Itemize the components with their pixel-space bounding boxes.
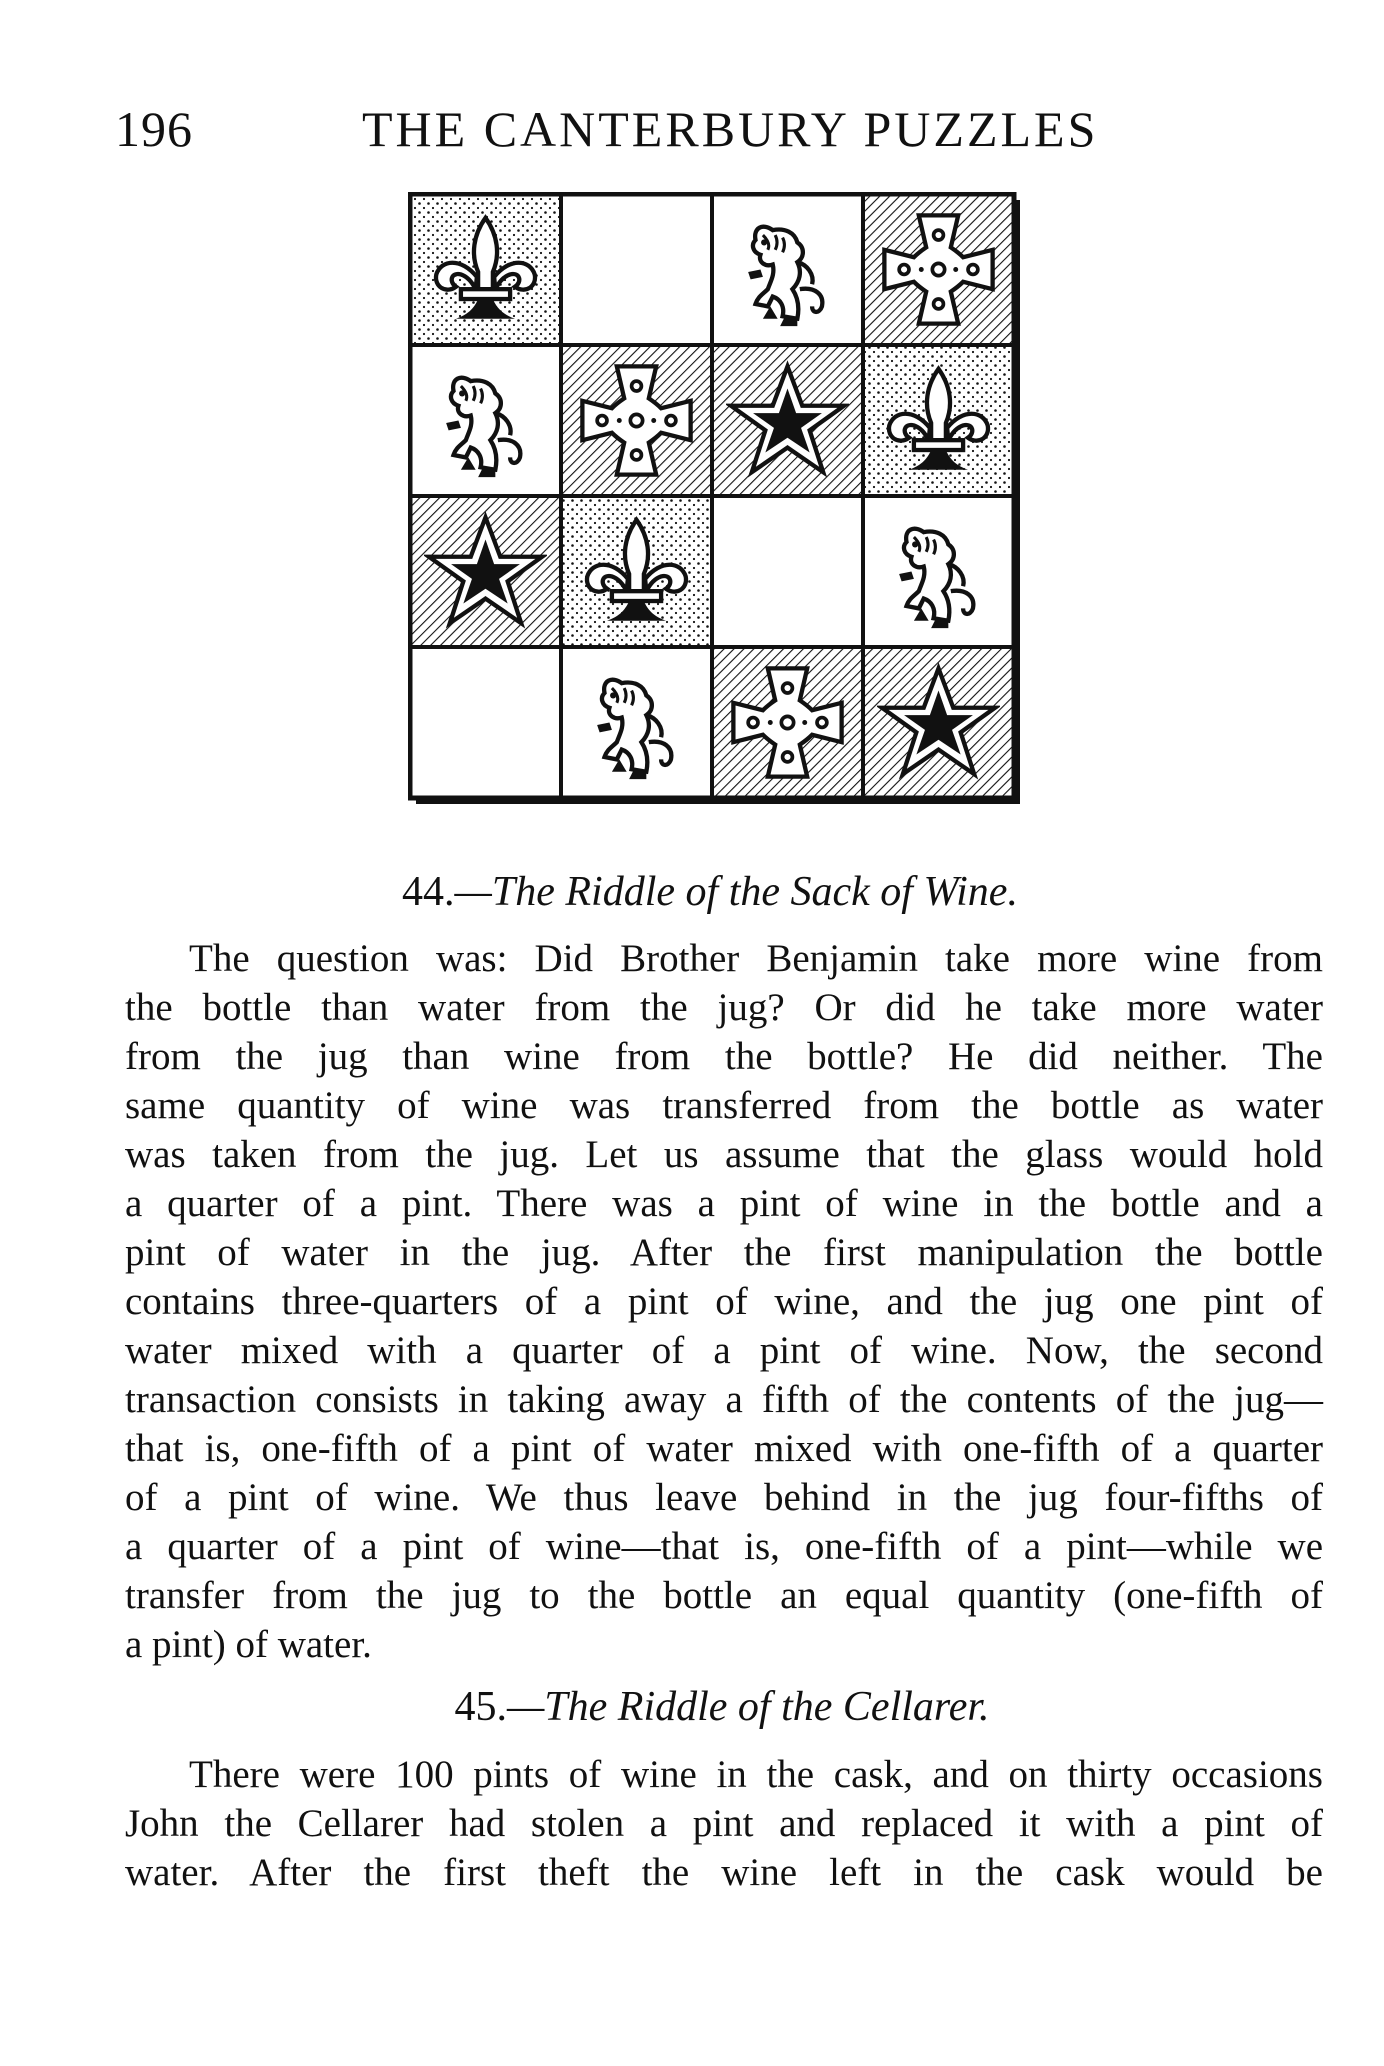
section-45-number: 45. — [454, 1684, 507, 1730]
heraldic-square-diagram — [408, 192, 1028, 812]
text-line: that is, one-fifth of a pint of water mixed with one-fifth of a quarter — [125, 1427, 1323, 1470]
text-line: water mixed with a quarter of a pint of wine. Now, the second — [125, 1329, 1323, 1372]
running-title: THE CANTERBURY PUZZLES — [362, 101, 1099, 157]
text-line: of a pint of wine. We thus leave behind in the jug four-fifths of — [125, 1476, 1323, 1519]
grid-cell — [712, 496, 863, 647]
section-45-paragraph — [125, 1750, 1323, 1897]
section-44-title: —The Riddle of the Sack of Wine. — [454, 869, 1018, 915]
text-line: pint of water in the jug. After the first manipulation the bottle — [125, 1231, 1323, 1274]
text-line: was taken from the jug. Let us assume that the glass would hold — [125, 1133, 1323, 1176]
text-line: The question was: Did Brother Benjamin take more wine from — [189, 937, 1323, 980]
text-line: same quantity of wine was transferred from the bottle as water — [125, 1084, 1323, 1127]
text-line: John the Cellarer had stolen a pint and replaced it with a pint of — [125, 1802, 1323, 1845]
text-line: There were 100 pints of wine in the cask, and on thirty occasions — [189, 1753, 1323, 1796]
grid-cell — [561, 194, 712, 345]
section-45-heading — [30, 1683, 1384, 1731]
grid-cell — [410, 647, 561, 798]
text-line: the bottle than water from the jug? Or did he take more water — [125, 986, 1323, 1029]
section-44-heading — [18, 868, 1384, 916]
text-line: a quarter of a pint. There was a pint of wine in the bottle and a — [125, 1182, 1323, 1225]
text-line: a quarter of a pint of wine—that is, one-fifth of a pint—while we — [125, 1525, 1323, 1568]
section-44-number: 44. — [402, 869, 455, 915]
text-line: transfer from the jug to the bottle an equal quantity (one-fifth of — [125, 1574, 1323, 1617]
text-line: water. After the first theft the wine left in the cask would be — [125, 1851, 1323, 1894]
text-line: a pint) of water. — [125, 1623, 372, 1666]
section-44-paragraph — [125, 934, 1323, 1669]
section-45-title: —The Riddle of the Cellarer. — [506, 1684, 990, 1730]
text-line: contains three-quarters of a pint of wine, and the jug one pint of — [125, 1280, 1323, 1323]
text-line: from the jug than wine from the bottle? He did neither. The — [125, 1035, 1323, 1078]
page-number: 196 — [115, 101, 193, 157]
text-line: transaction consists in taking away a fifth of the contents of the jug— — [125, 1378, 1323, 1421]
